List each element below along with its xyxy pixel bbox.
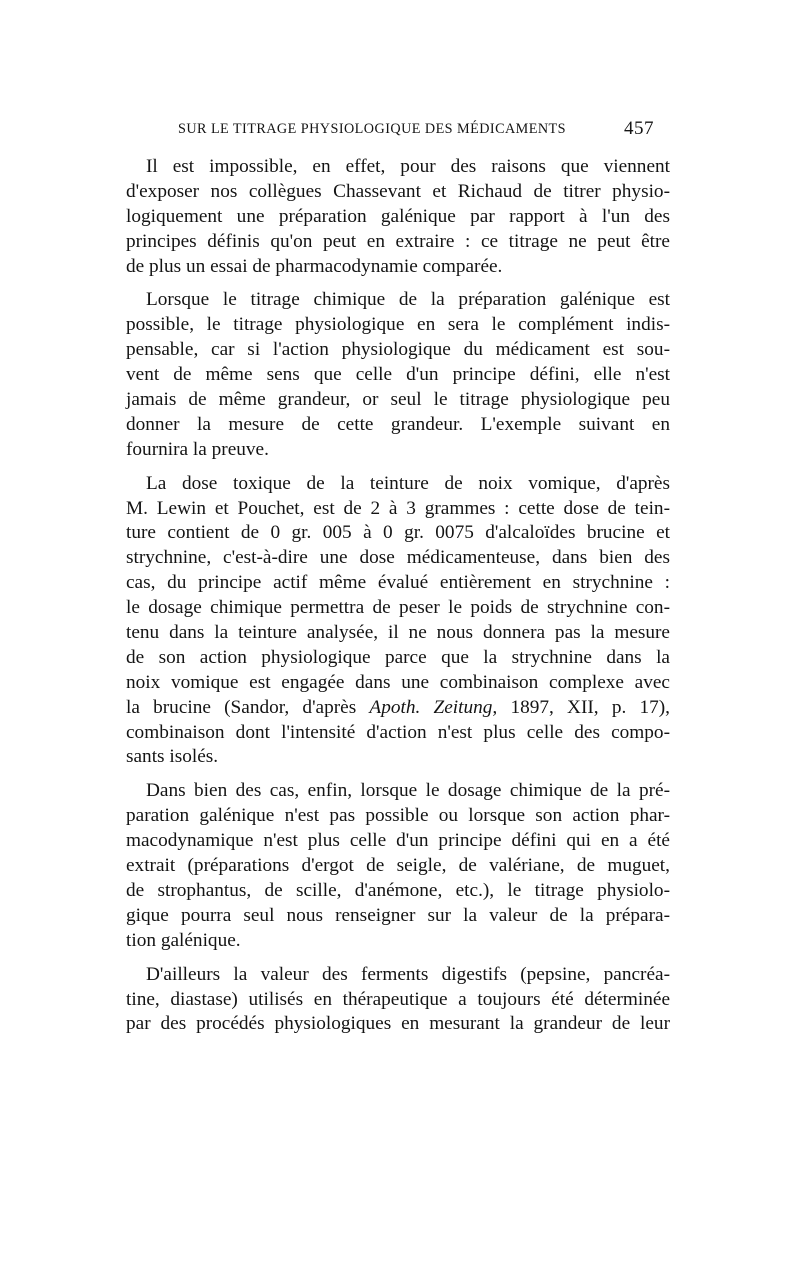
citation-line (126, 696, 670, 721)
text-line: noix vomique est engagée dans une combinaison complexe avec (126, 671, 670, 693)
text-line: tenu dans la teinture analysée, il ne nous donnera pas la mesure (126, 622, 670, 644)
paragraph (126, 963, 670, 1038)
text-line: La dose toxique de la teinture de noix vomique, d'après (146, 472, 670, 494)
text-line: de plus un essai de pharmacodynamie comparée. (126, 255, 503, 277)
text-line: possible, le titrage physiologique en sera le complément indis- (126, 314, 670, 336)
text-line: sants isolés. (126, 746, 219, 768)
paragraph (126, 288, 670, 462)
body-text (126, 155, 670, 1046)
citation-before: la brucine (Sandor, d'après (126, 696, 370, 718)
text-line: par des procédés physiologiques en mesurant la grandeur de leur (126, 1013, 670, 1035)
paragraph (126, 472, 670, 771)
paragraph (126, 779, 670, 953)
text-line: Dans bien des cas, enfin, lorsque le dosage chimique de la pré- (146, 780, 670, 802)
text-line: vent de même sens que celle d'un principe défini, elle n'est (126, 364, 670, 386)
citation-after: 1897, XII, p. 17), (497, 696, 671, 718)
text-line: strychnine, c'est-à-dire une dose médicamenteuse, dans bien des (126, 547, 670, 569)
text-line: d'exposer nos collègues Chassevant et Richaud de titrer physio- (126, 180, 670, 202)
running-title: SUR LE TITRAGE PHYSIOLOGIQUE DES MÉDICAMENTS (178, 121, 567, 137)
journal-title: Apoth. Zeitung, (369, 696, 498, 718)
text-line: paration galénique n'est pas possible ou lorsque son action phar- (126, 805, 670, 827)
text-line: le dosage chimique permettra de peser le poids de strychnine con- (126, 597, 670, 619)
text-line: Lorsque le titrage chimique de la préparation galénique est (146, 289, 670, 311)
text-line: de strophantus, de scille, d'anémone, etc.), le titrage physiolo- (126, 879, 670, 901)
running-head (178, 118, 658, 143)
text-line: tine, diastase) utilisés en thérapeutique a toujours été déterminée (126, 988, 670, 1010)
text-line: macodynamique n'est plus celle d'un principe défini qui en a été (126, 830, 670, 852)
text-line: logiquement une préparation galénique par rapport à l'un des (126, 205, 670, 227)
text-line: de son action physiologique parce que la strychnine dans la (126, 646, 670, 668)
text-line: ture contient de 0 gr. 005 à 0 gr. 0075 d'alcaloïdes brucine et (126, 522, 670, 544)
text-line: fournira la preuve. (126, 438, 269, 460)
text-line: jamais de même grandeur, or seul le titrage physiologique peu (126, 389, 670, 411)
text-line: cas, du principe actif même évalué entièrement en strychnine : (126, 572, 670, 594)
page-number: 457 (624, 118, 654, 139)
text-line: Il est impossible, en effet, pour des raisons que viennent (146, 156, 670, 177)
text-line: pensable, car si l'action physiologique du médicament est sou- (126, 339, 670, 361)
text-line: principes définis qu'on peut en extraire : ce titrage ne peut être (126, 230, 670, 252)
text-line: tion galénique. (126, 929, 241, 951)
text-line: combinaison dont l'intensité d'action n'est plus celle des compo- (126, 721, 670, 743)
text-line: M. Lewin et Pouchet, est de 2 à 3 grammes : cette dose de tein- (126, 497, 670, 519)
text-line: gique pourra seul nous renseigner sur la valeur de la prépara- (126, 904, 670, 926)
paragraph (126, 155, 670, 279)
text-line: D'ailleurs la valeur des ferments digestifs (pepsine, pancréa- (146, 963, 670, 985)
text-line: donner la mesure de cette grandeur. L'exemple suivant en (126, 413, 670, 435)
text-line: extrait (préparations d'ergot de seigle, de valériane, de muguet, (126, 855, 670, 877)
